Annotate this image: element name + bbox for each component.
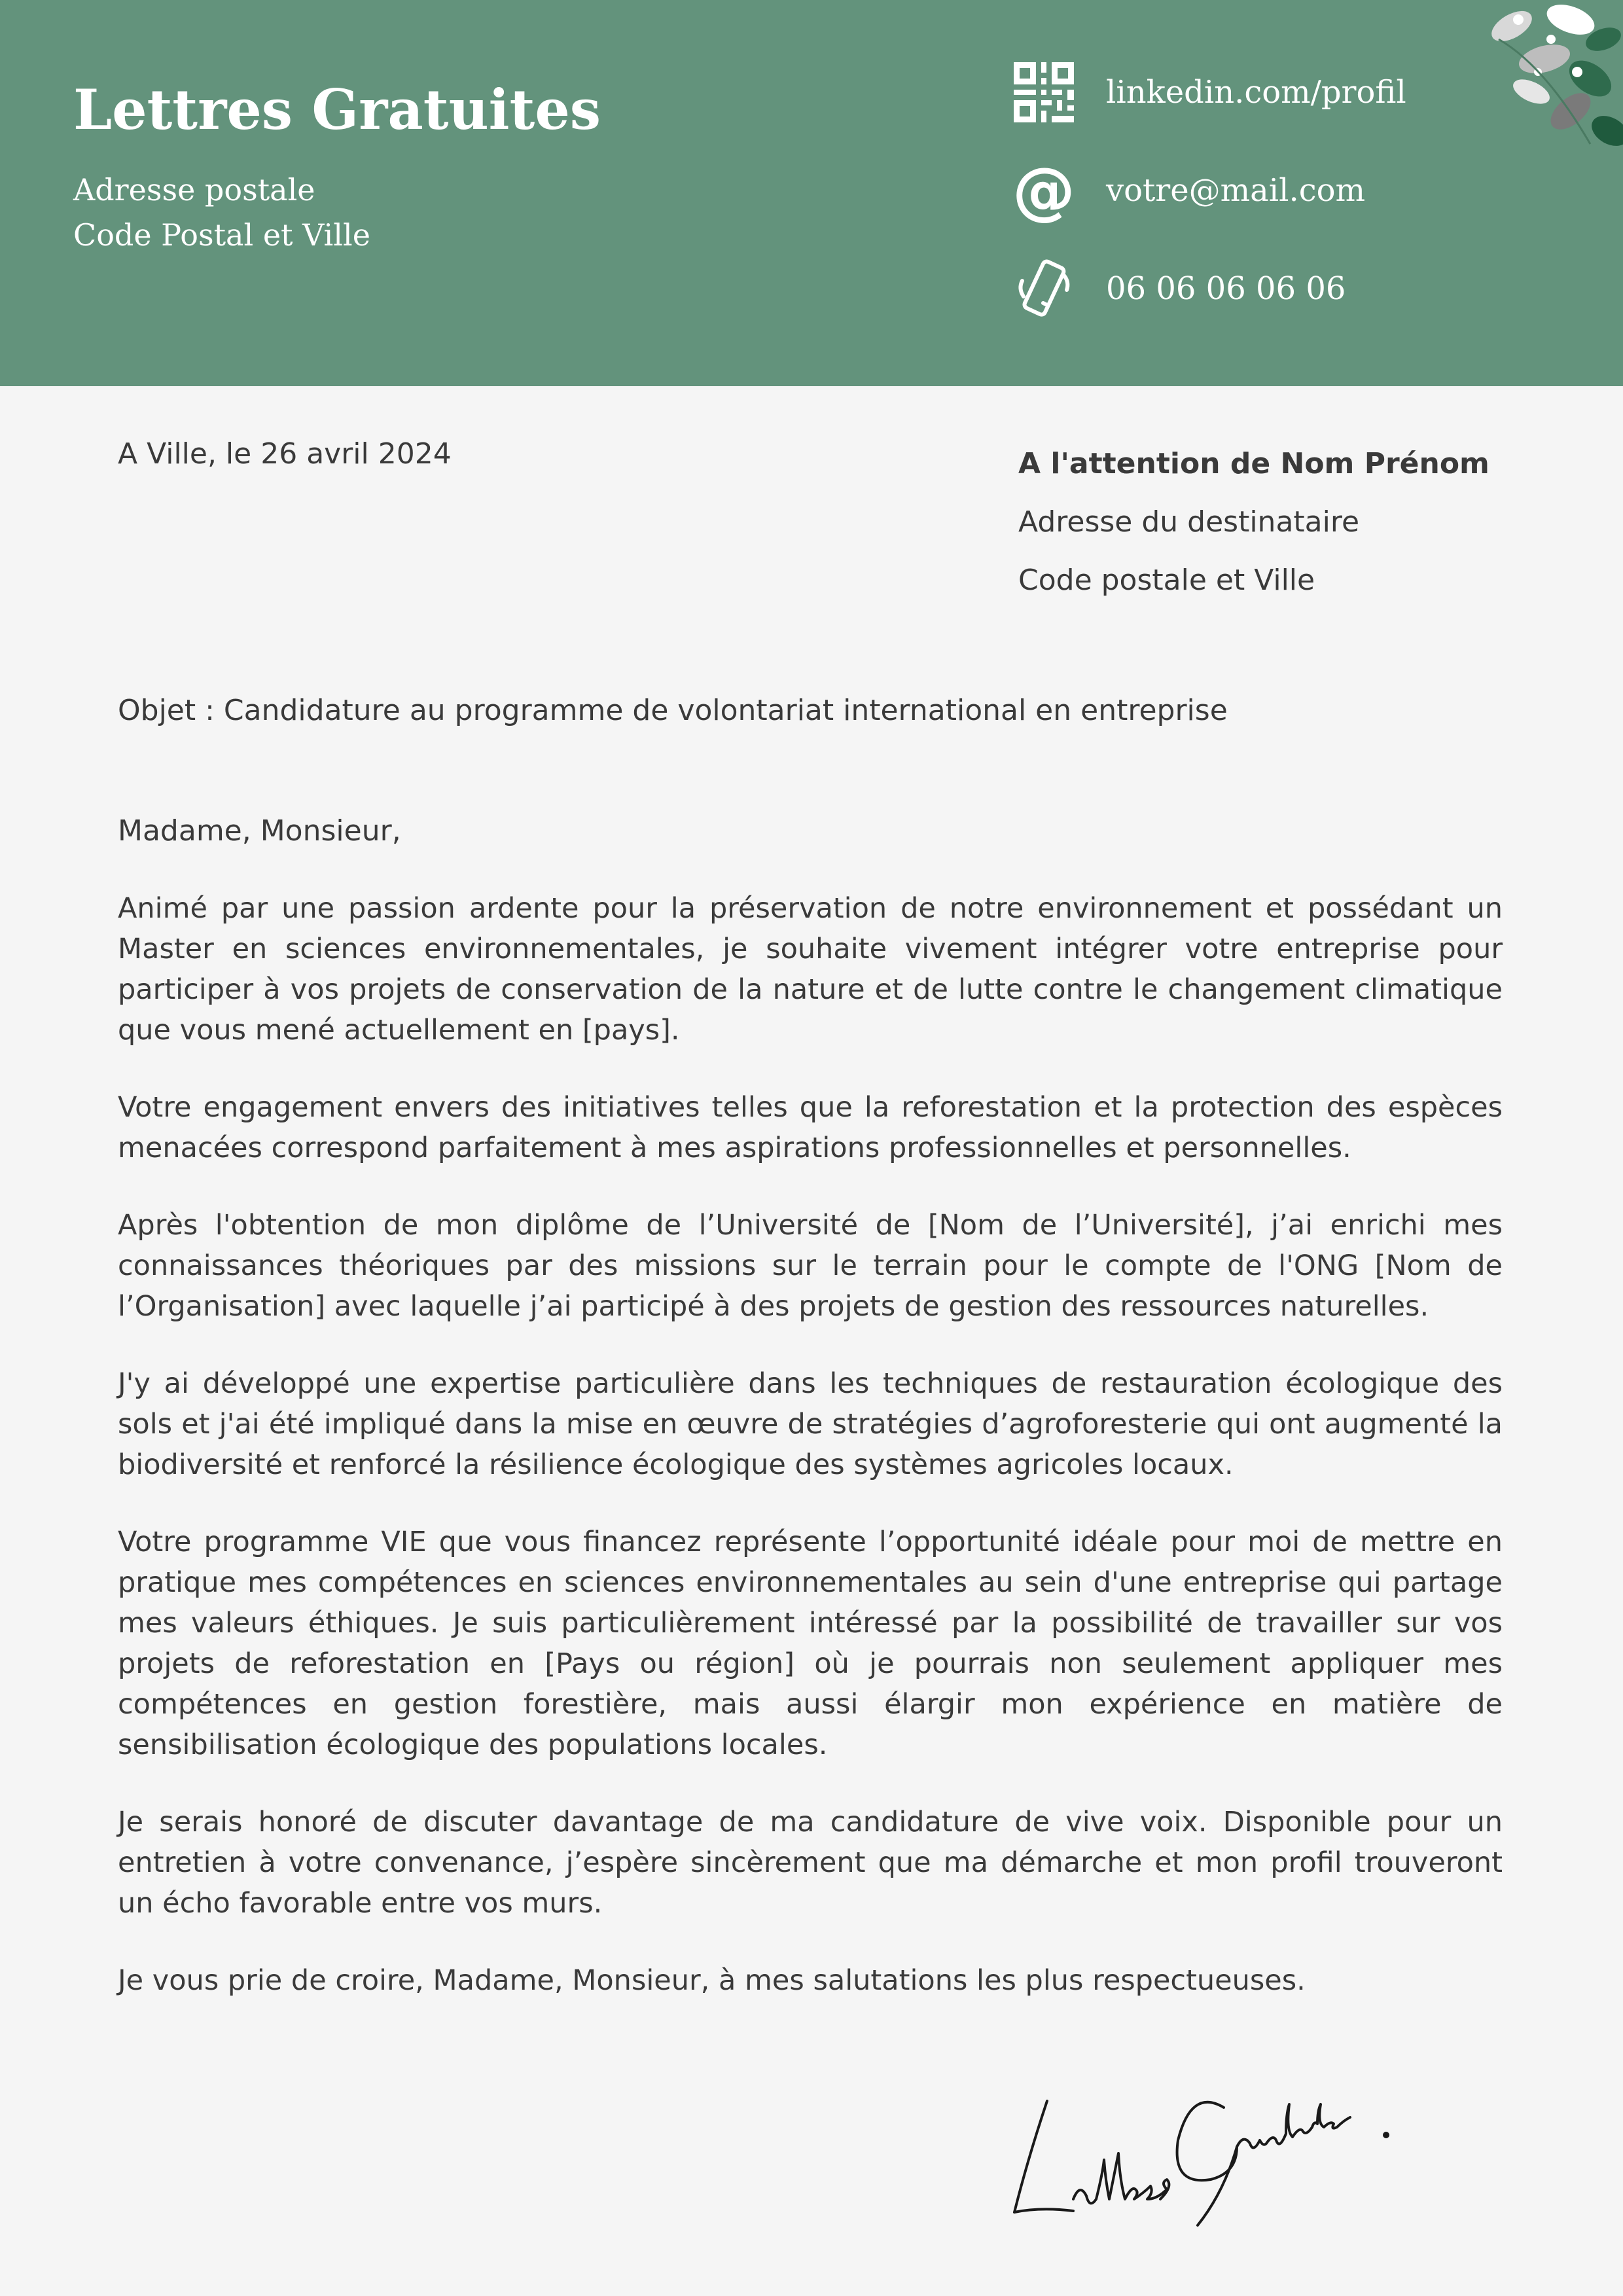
sender-address (73, 168, 370, 258)
recipient-address: Adresse du destinataire (1018, 505, 1360, 539)
qr-code-icon (1008, 56, 1080, 128)
linkedin-text: linkedin.com/profil (1106, 74, 1406, 111)
letter-date: A Ville, le 26 avril 2024 (118, 437, 452, 471)
sender-name: Lettres Gratuites (73, 77, 601, 142)
recipient-city: Code postale et Ville (1018, 564, 1315, 597)
body-paragraph: J'y ai développé une expertise particulière dans les techniques de restauration écologique des sols et j'ai été impliqué dans la mise en œuvre de stratégies d’agroforesterie qui ont augmenté la biodiversité et renforcé la résilience écologique des systèmes agricoles locaux. (118, 1367, 1503, 1481)
handwritten-signature (1001, 2062, 1394, 2232)
contact-linkedin (1008, 56, 1406, 128)
body-paragraph: Votre programme VIE que vous financez représente l’opportunité idéale pour moi de mettre en pratique mes compétences en sciences environnementales au sein d'une entreprise qui partage mes valeurs éthiques. Je suis particulièrement intéressé par la possibilité de travailler sur vos projets de reforestation en [Pays ou région] où je pourrais non seulement appliquer mes compétences en gestion forestière, mais aussi élargir mon expérience en matière de sensibilisation écologique des populations locales. (118, 1526, 1503, 1761)
letter-salutation: Madame, Monsieur, (118, 814, 401, 848)
body-paragraph: Votre engagement envers des initiatives telles que la reforestation et la protection des espèces menacées correspond parfaitement à mes aspirations professionnelles et personnelles. (118, 1091, 1503, 1164)
floral-decoration (1472, 0, 1623, 157)
letter-body (118, 888, 1503, 2001)
letter-subject: Objet : Candidature au programme de volontariat international en entreprise (118, 694, 1228, 727)
at-sign-icon: @ (1012, 154, 1075, 227)
contact-email (1008, 154, 1366, 227)
recipient-block (1018, 435, 1489, 609)
recipient-name: A l'attention de Nom Prénom (1018, 447, 1489, 480)
letter-header (0, 0, 1623, 386)
contact-phone (1008, 253, 1346, 325)
email-text: votre@mail.com (1106, 172, 1366, 209)
sender-city-line: Code Postal et Ville (73, 217, 370, 253)
body-paragraph: Animé par une passion ardente pour la préservation de notre environnement et possédant un Master en sciences environnementales, je souhaite vivement intégrer votre entreprise pour participer à vos projets de conservation de la nature et de lutte contre le changement climatique que vous mené actuellement en [pays]. (118, 892, 1503, 1047)
phone-icon (1008, 253, 1080, 325)
body-paragraph: Je serais honoré de discuter davantage de ma candidature de vive voix. Disponible pour un entretien à votre convenance, j’espère sincèrement que ma démarche et mon profil trouveront un écho favorable entre vos murs. (118, 1806, 1503, 1920)
body-paragraph: Après l'obtention de mon diplôme de l’Université de [Nom de l’Université], j’ai enrichi mes connaissances théoriques par des missions sur le terrain pour le compte de l'ONG [Nom de l’Organisation] avec laquelle j’ai participé à des projets de gestion des ressources naturelles. (118, 1209, 1503, 1323)
sender-address-line: Adresse postale (73, 172, 315, 207)
closing-paragraph: Je vous prie de croire, Madame, Monsieur, à mes salutations les plus respectueuses. (118, 1964, 1306, 1997)
phone-text: 06 06 06 06 06 (1106, 270, 1346, 307)
